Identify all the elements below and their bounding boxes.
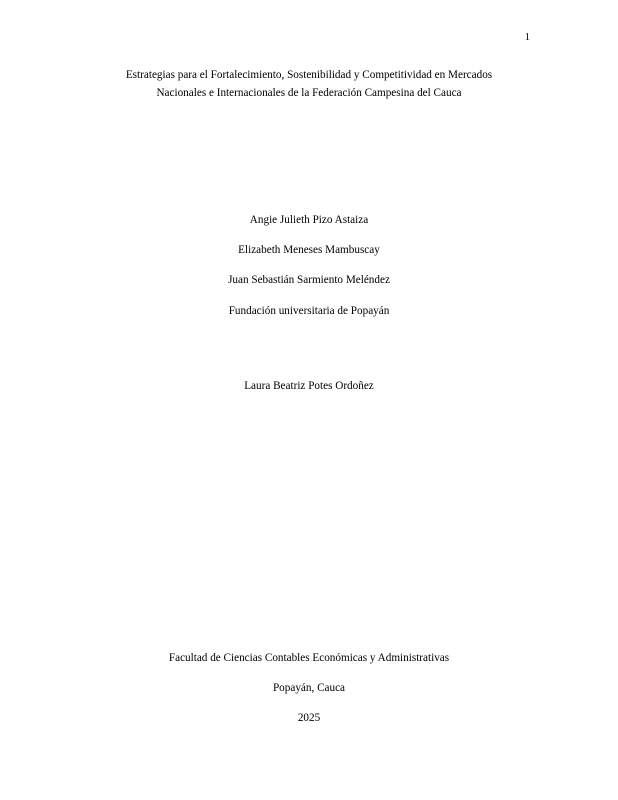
faculty-name: Facultad de Ciencias Contables Económicas y Administrativas: [168, 652, 450, 664]
page-number: 1: [524, 32, 530, 43]
document-footer: [60, 653, 558, 725]
year: 2025: [297, 712, 321, 725]
advisor-name: Laura Beatriz Potes Ordoñez: [244, 380, 374, 392]
author-name-2: Elizabeth Meneses Mambuscay: [238, 244, 380, 257]
city-name: Popayán, Cauca: [272, 682, 346, 695]
title-line-1: Estrategias para el Fortalecimiento, Sostenibilidad y Competitividad en Mercados: [125, 69, 493, 81]
author-name-1: Angie Julieth Pizo Astaiza: [249, 214, 369, 226]
title-line-2: Nacionales e Internacionales de la Federación Campesina del Cauca: [156, 87, 462, 100]
authors-list: [60, 215, 558, 336]
author-name-3: Juan Sebastián Sarmiento Meléndez: [228, 274, 390, 287]
document-title: [104, 66, 514, 103]
institution-name: Fundación universitaria de Popayán: [228, 304, 390, 317]
